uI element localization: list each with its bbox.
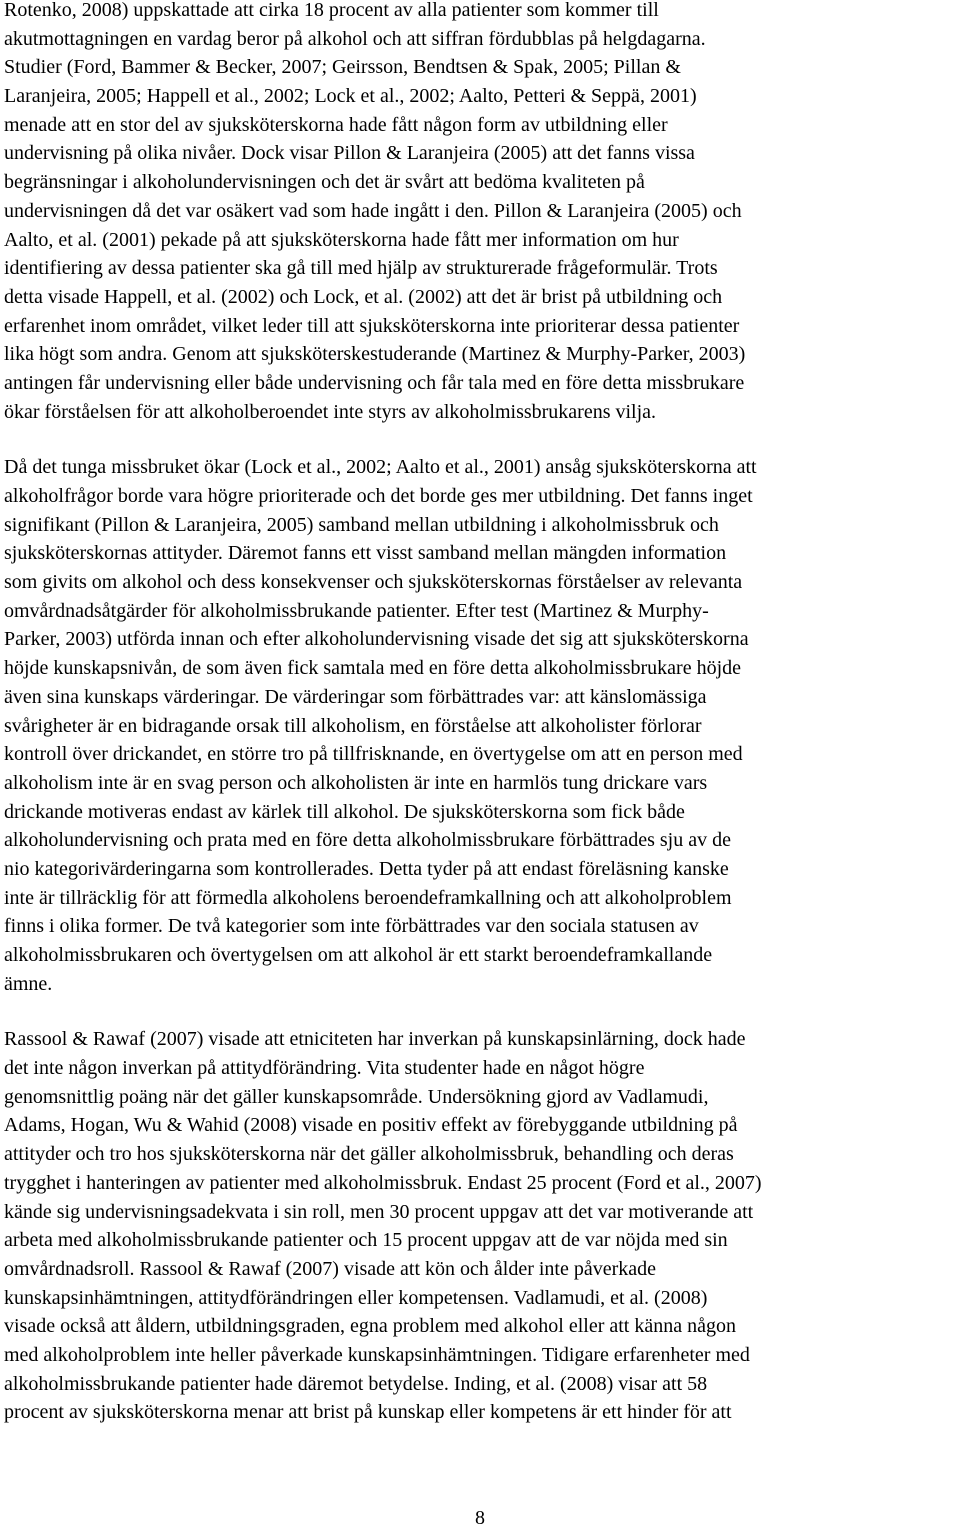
paragraph-2 bbox=[4, 453, 958, 998]
text-line: visade också att åldern, utbildningsgraden, egna problem med alkohol eller att känna någon bbox=[4, 1315, 736, 1338]
text-line: akutmottagningen en vardag beror på alkohol och att siffran fördubblas på helgdagarna. bbox=[4, 27, 706, 50]
text-line: ökar förståelsen för att alkoholberoendet inte styrs av alkoholmissbrukarens vilja. bbox=[4, 400, 657, 423]
text-line: finns i olika former. De två kategorier som inte förbättrades var den sociala statusen av bbox=[4, 915, 699, 938]
paragraph-3 bbox=[4, 1025, 958, 1427]
text-line: begränsningar i alkoholundervisningen och det är svårt att bedöma kvaliteten på bbox=[4, 171, 645, 194]
text-line: drickande motiveras endast av kärlek till alkohol. De sjuksköterskorna som fick både bbox=[4, 800, 685, 823]
text-line: alkoholfrågor borde vara högre prioriterade och det borde ges mer utbildning. Det fanns inget bbox=[4, 485, 753, 507]
text-line: nio kategorivärderingarna som kontrollerades. Detta tyder på att endast föreläsning kanske bbox=[4, 857, 729, 880]
text-line: Studier (Ford, Bammer & Becker, 2007; Geirsson, Bendtsen & Spak, 2005; Pillan & bbox=[4, 56, 681, 79]
paragraph-1 bbox=[4, 0, 958, 426]
text-line: Adams, Hogan, Wu & Wahid (2008) visade en positiv effekt av förebyggande utbildning på bbox=[4, 1114, 738, 1137]
text-line: erfarenhet inom området, vilket leder till att sjuksköterskorna inte prioriterar dessa patienter bbox=[4, 314, 740, 337]
text-line: kände sig undervisningsadekvata i sin roll, men 30 procent uppgav att det var motiverande att bbox=[4, 1200, 754, 1223]
text-line: ämne. bbox=[4, 972, 53, 995]
text-line: som givits om alkohol och dess konsekvenser och sjuksköterskornas förståelser av relevanta bbox=[4, 571, 743, 594]
document-page bbox=[4, 0, 958, 1427]
text-line: Rassool & Rawaf (2007) visade att etniciteten har inverkan på kunskapsinlärning, dock hade bbox=[4, 1028, 746, 1051]
text-line: antingen får undervisning eller både undervisning och får tala med en före detta missbrukare bbox=[4, 371, 745, 394]
text-line: detta visade Happell, et al. (2002) och Lock, et al. (2002) att det är brist på utbildning och bbox=[4, 285, 723, 308]
text-line: höjde kunskapsnivån, de som även fick samtala med en före detta alkoholmissbrukare höjde bbox=[4, 657, 742, 680]
text-line: undervisningen då det var osäkert vad som hade ingått i den. Pillon & Laranjeira (2005) och bbox=[4, 199, 742, 222]
text-line: Rotenko, 2008) uppskattade att cirka 18 procent av alla patienter som kommer till bbox=[4, 0, 659, 21]
text-line: alkoholmissbrukande patienter hade däremot betydelse. Inding, et al. (2008) visar att 58 bbox=[4, 1372, 708, 1395]
text-line: procent av sjuksköterskorna menar att brist på kunskap eller kompetens är ett hinder för att bbox=[4, 1401, 732, 1424]
text-line: lika högt som andra. Genom att sjuksköterskestuderande (Martinez & Murphy-Parker, 2003) bbox=[4, 343, 746, 366]
text-line: sjuksköterskornas attityder. Däremot fanns ett visst samband mellan mängden information bbox=[4, 542, 727, 565]
text-line: kontroll över drickandet, en större tro på tillfrisknande, en övertygelse om att en person med bbox=[4, 743, 743, 766]
paragraph-gap bbox=[4, 426, 958, 453]
text-line: Då det tunga missbruket ökar (Lock et al., 2002; Aalto et al., 2001) ansåg sjuksköterskorna att bbox=[4, 456, 757, 479]
text-line: kunskapsinhämtningen, attitydförändringen eller kompetensen. Vadlamudi, et al. (2008) bbox=[4, 1286, 708, 1309]
text-line: det inte någon inverkan på attitydförändring. Vita studenter hade en något högre bbox=[4, 1057, 645, 1080]
text-line: svårigheter är en bidragande orsak till alkoholism, en förståelse att alkoholister förlorar bbox=[4, 714, 702, 737]
text-line: alkoholmissbrukaren och övertygelsen om att alkohol är ett starkt beroendeframkallande bbox=[4, 944, 713, 966]
text-line: även sina kunskaps värderingar. De värderingar som förbättrades var: att känslomässiga bbox=[4, 685, 707, 708]
text-line: med alkoholproblem inte heller påverkade kunskapsinhämtningen. Tidigare erfarenheter med bbox=[4, 1343, 750, 1366]
paragraph-gap bbox=[4, 998, 958, 1025]
text-line: arbeta med alkoholmissbrukande patienter och 15 procent uppgav att de var nöjda med sin bbox=[4, 1229, 728, 1252]
text-line: alkoholism inte är en svag person och alkoholisten är inte en harmlös tung drickare vars bbox=[4, 771, 708, 794]
text-line: signifikant (Pillon & Laranjeira, 2005) samband mellan utbildning i alkoholmissbruk och bbox=[4, 513, 719, 536]
text-line: attityder och tro hos sjuksköterskorna när det gäller alkoholmissbruk, behandling och deras bbox=[4, 1143, 734, 1166]
text-line: identifiering av dessa patienter ska gå till med hjälp av strukturerade frågeformulär. Trots bbox=[4, 257, 718, 280]
text-line: alkoholundervisning och prata med en före detta alkoholmissbrukare förbättrades sju av de bbox=[4, 829, 731, 852]
text-line: Parker, 2003) utförda innan och efter alkoholundervisning visade det sig att sjuksköterskorna bbox=[4, 628, 749, 651]
text-line: menade att en stor del av sjuksköterskorna hade fått någon form av utbildning eller bbox=[4, 113, 668, 136]
text-line: undervisning på olika nivåer. Dock visar Pillon & Laranjeira (2005) att det fanns vissa bbox=[4, 142, 695, 165]
text-line: genomsnittlig poäng när det gäller kunskapsområde. Undersökning gjord av Vadlamudi, bbox=[4, 1085, 709, 1108]
text-line: omvårdnadsåtgärder för alkoholmissbrukande patienter. Efter test (Martinez & Murphy- bbox=[4, 599, 709, 622]
text-line: Aalto, et al. (2001) pekade på att sjuksköterskorna hade fått mer information om hur bbox=[4, 228, 679, 251]
text-line: omvårdnadsroll. Rassool & Rawaf (2007) visade att kön och ålder inte påverkade bbox=[4, 1257, 657, 1280]
text-line: inte är tillräcklig för att förmedla alkoholens beroendeframkallning och att alkoholproblem bbox=[4, 886, 732, 909]
text-line: Laranjeira, 2005; Happell et al., 2002; Lock et al., 2002; Aalto, Petteri & Seppä, 2001) bbox=[4, 85, 697, 108]
page-number: 8 bbox=[475, 1507, 485, 1529]
text-line: trygghet i hanteringen av patienter med alkoholmissbruk. Endast 25 procent (Ford et al., 2007) bbox=[4, 1171, 762, 1194]
